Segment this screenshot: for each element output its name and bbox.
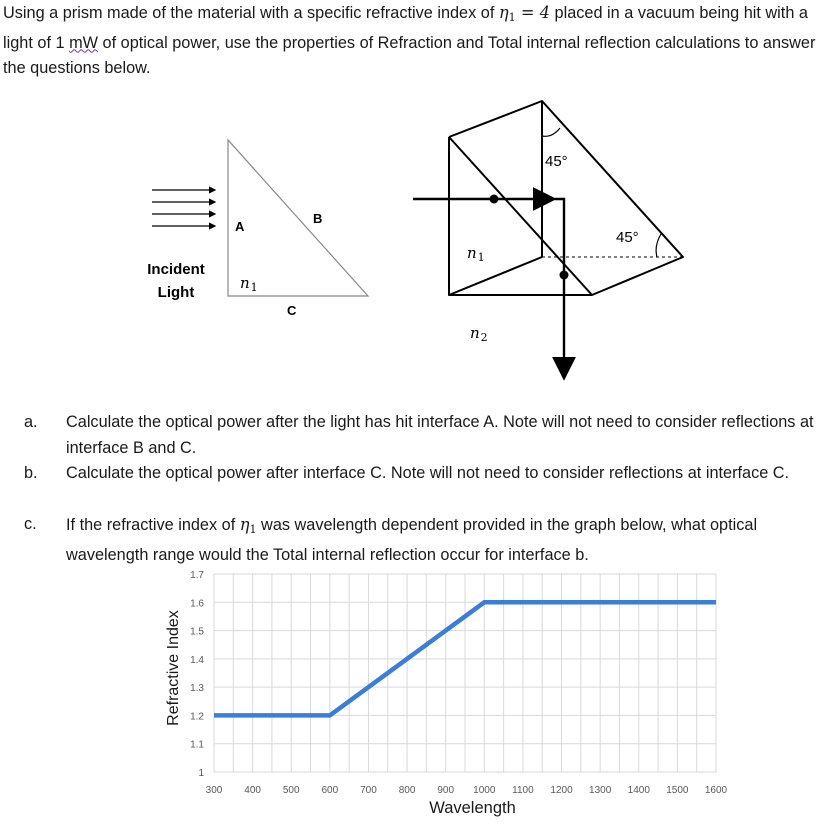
question-a-text: Calculate the optical power after the light has hit interface A. Note will not need to consider reflections at interface B and C. — [66, 413, 814, 457]
x-tick-label: 500 — [282, 785, 300, 796]
right-angle-arc — [656, 234, 661, 257]
x-tick-label: 600 — [321, 785, 339, 796]
right-n2-label: $n_2$ — [470, 324, 488, 344]
exit-point — [560, 271, 569, 280]
question-c-text-1: If the refractive index of — [66, 516, 240, 534]
x-tick-label: 1600 — [704, 785, 728, 796]
question-a-letter: a. — [24, 413, 38, 431]
x-tick-label: 1500 — [666, 785, 689, 796]
x-tick-label: 400 — [244, 785, 261, 796]
eta-subscript: 1 — [508, 11, 516, 24]
y-tick-label: 1.4 — [190, 654, 204, 666]
top-angle-arc — [542, 128, 560, 136]
angle-right-label: 45° — [616, 229, 639, 246]
interface-b-label: B — [313, 211, 323, 226]
chart-y-axis-label: Refractive Index — [165, 610, 182, 726]
y-tick-label: 1.6 — [190, 598, 204, 610]
question-c-eta: η — [239, 515, 250, 534]
intro-text-2: placed in a vacuum being hit with a light of 1 — [3, 4, 808, 52]
y-tick-label: 1.1 — [190, 739, 204, 751]
incident-label-line2: Light — [157, 284, 195, 301]
incident-label-line1: Incident — [147, 261, 205, 278]
eta-value: = 4 — [515, 3, 551, 22]
right-n1-label: $n_1$ — [467, 244, 485, 264]
left-n1-label: $n_1$ — [240, 274, 258, 294]
angle-top-label: 45° — [545, 153, 568, 170]
y-tick-label: 1 — [198, 768, 204, 779]
y-tick-label: 1.2 — [190, 711, 204, 723]
incident-light-arrows — [152, 190, 215, 226]
y-tick-label: 1.3 — [190, 683, 204, 695]
x-tick-label: 1000 — [473, 785, 496, 796]
x-tick-label: 800 — [398, 785, 416, 796]
question-c-text-2: was wavelength dependent provided in the graph below, what optical wavelength range would the Total internal reflection occur for interface b. — [66, 516, 758, 564]
eta-symbol: η — [498, 3, 509, 22]
x-tick-label: 1100 — [512, 785, 534, 796]
intro-text-1: Using a prism made of the material with a specific refractive index of — [3, 4, 499, 22]
x-tick-label: 1300 — [589, 785, 612, 796]
x-tick-label: 1400 — [627, 785, 650, 796]
x-tick-label: 900 — [437, 785, 455, 796]
intro-text-3: of optical power, use the properties of Refraction and Total internal reflection calculations to answer the questions below. — [3, 33, 816, 77]
interface-c-label: C — [287, 303, 297, 318]
interface-a-label: A — [235, 219, 245, 234]
x-tick-label: 300 — [205, 785, 223, 796]
entry-point — [490, 195, 499, 204]
left-prism — [228, 140, 368, 296]
power-unit: mW — [69, 33, 99, 52]
chart-x-axis-label: Wavelength — [429, 799, 516, 817]
x-tick-label: 1200 — [550, 785, 573, 796]
x-tick-label: 700 — [360, 785, 377, 796]
question-c-eta-sub: 1 — [249, 523, 257, 536]
question-c-letter: c. — [24, 515, 37, 533]
refractive-index-chart — [0, 560, 824, 800]
question-b-letter: b. — [24, 464, 38, 482]
y-tick-label: 1.7 — [190, 570, 204, 581]
question-b-text: Calculate the optical power after interface C. Note will not need to consider reflections at interface C. — [66, 464, 790, 482]
y-tick-label: 1.5 — [190, 626, 204, 638]
